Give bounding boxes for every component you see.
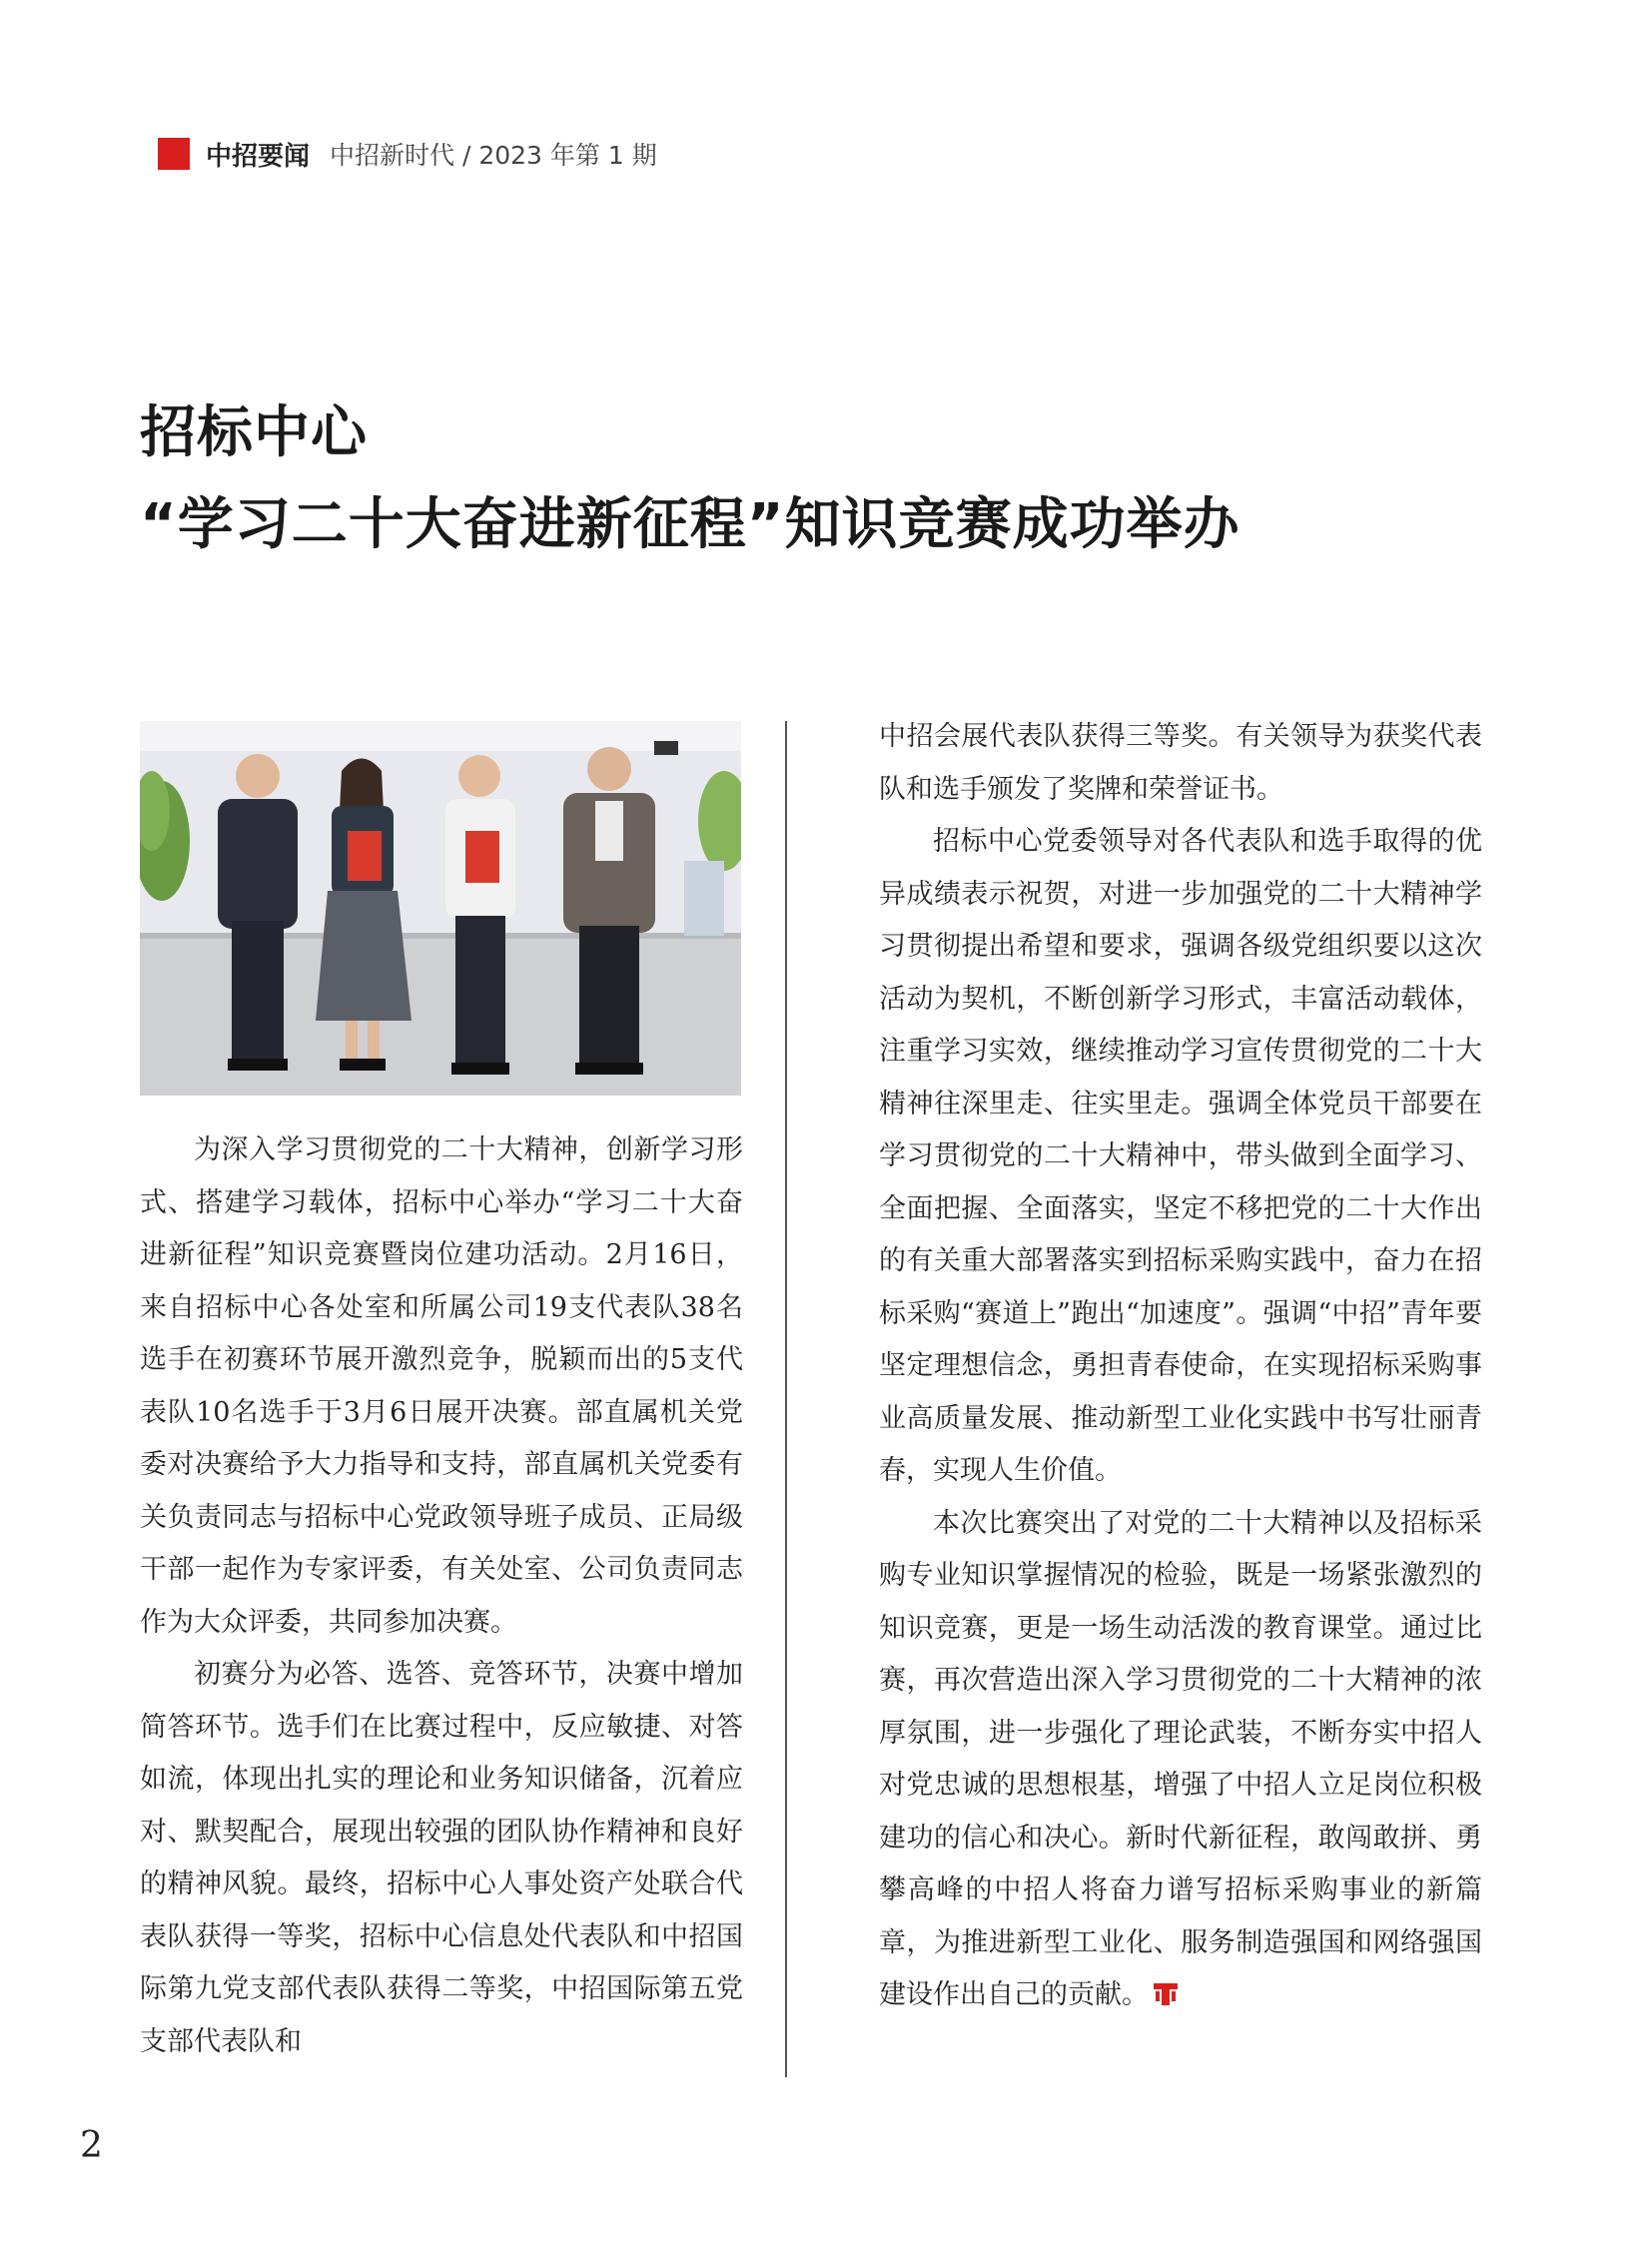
- paragraph-2: 初赛分为必答、选答、竞答环节，决赛中增加简答环节。选手们在比赛过程中，反应敏捷、对答如流，体现出扎实的理论和业务知识储备，沉着应对、默契配合，展现出较强的团队协作精神和良好的精神风貌。最终，招标中心人事处资产处联合代表队获得一等奖，招标中心信息处代表队和中招国际第九党支部代表队获得二等奖，中招国际第五党支部代表队和: [140, 1659, 743, 2057]
- issue-label: 中招新时代 / 2023 年第 1 期: [330, 141, 657, 170]
- award-photo: [140, 721, 741, 1096]
- paragraph-2-continued: 中招会展代表队获得三等奖。有关领导为获奖代表队和选手颁发了奖牌和荣誉证书。: [879, 721, 1482, 805]
- section-label: 中招要闻: [206, 141, 311, 172]
- paragraph-1: 为深入学习贯彻党的二十大精神，创新学习形式、搭建学习载体，招标中心举办“学习二十大奋进新征程”知识竞赛暨岗位建功活动。2月16日，来自招标中心各处室和所属公司19支代表队38名选手在初赛环节展开激烈竞争，脱颖而出的5支代表队10名选手于3月6日展开决赛。部直属机关党委对决赛给予大力指导和支持，部直属机关党委有关负责同志与招标中心党政领导班子成员、正局级干部一起作为专家评委，有关处室、公司负责同志作为大众评委，共同参加决赛。: [140, 1134, 743, 1638]
- article-title: [140, 387, 1538, 571]
- title-line-1: 招标中心: [140, 400, 368, 465]
- column-divider: [785, 721, 787, 2077]
- paragraph-4: [879, 1498, 1482, 2022]
- award-photo-illustration: [140, 721, 741, 1096]
- article-column-left: [140, 1124, 743, 2068]
- page-header: [158, 138, 657, 170]
- section-marker-icon: [158, 138, 190, 170]
- brand-end-icon: [1153, 1981, 1179, 2007]
- paragraph-3: 招标中心党委领导对各代表队和选手取得的优异成绩表示祝贺，对进一步加强党的二十大精神学习贯彻提出希望和要求，强调各级党组织要以这次活动为契机，不断创新学习形式，丰富活动载体，注重学习实效，继续推动学习宣传贯彻党的二十大精神往深里走、往实里走。强调全体党员干部要在学习贯彻党的二十大精神中，带头做到全面学习、全面把握、全面落实，坚定不移把党的二十大作出的有关重大部署落实到招标采购实践中，奋力在招标采购“赛道上”跑出“加速度”。强调“中招”青年要坚定理想信念，勇担青春使命，在实现招标采购事业高质量发展、推动新型工业化实践中书写壮丽青春，实现人生价值。: [879, 826, 1482, 1486]
- page-number: 2: [80, 2125, 103, 2166]
- title-line-2: “学习二十大奋进新征程”知识竞赛成功举办: [140, 492, 1240, 557]
- article-column-right: [879, 711, 1482, 2022]
- paragraph-4-text: 本次比赛突出了对党的二十大精神以及招标采购专业知识掌握情况的检验，既是一场紧张激烈的知识竞赛，更是一场生动活泼的教育课堂。通过比赛，再次营造出深入学习贯彻党的二十大精神的浓厚氛围，进一步强化了理论武装，不断夯实中招人对党忠诚的思想根基，增强了中招人立足岗位积极建功的信心和决心。新时代新征程，敢闯敢拼、勇攀高峰的中招人将奋力谱写招标采购事业的新篇章，为推进新型工业化、服务制造强国和网络强国建设作出自己的贡献。: [879, 1507, 1482, 2010]
